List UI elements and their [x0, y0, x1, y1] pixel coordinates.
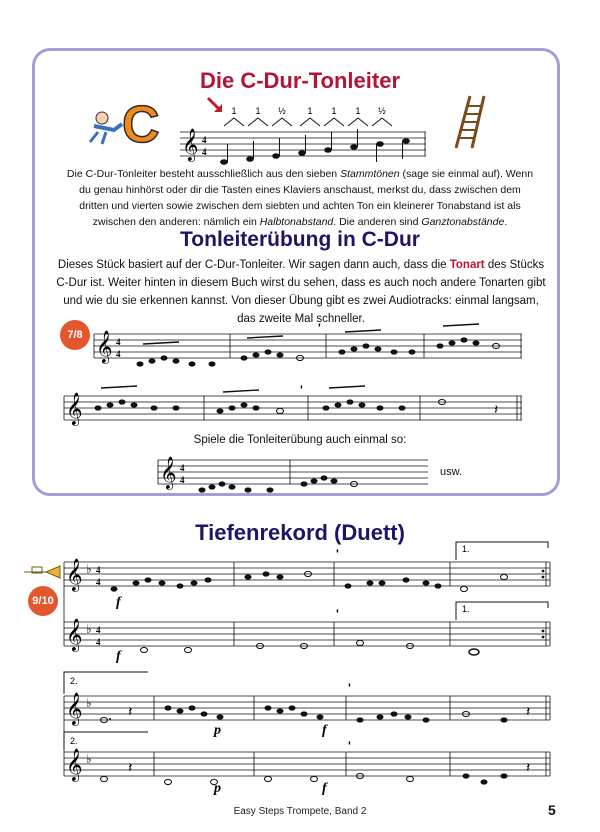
treble-clef-icon: 𝄞: [66, 748, 83, 781]
exercise-staff-1: [94, 321, 522, 364]
interval-label: 1: [255, 106, 261, 116]
svg-text:4: 4: [180, 463, 185, 473]
scale-notes: [220, 129, 410, 165]
page-number: 5: [548, 802, 556, 818]
svg-text:4: 4: [116, 337, 121, 347]
svg-text:𝄽: 𝄽: [128, 703, 133, 719]
treble-clef-icon: 𝄞: [66, 618, 83, 651]
svg-text:♭: ♭: [86, 696, 92, 710]
c-letter: C: [122, 96, 160, 154]
svg-text:4: 4: [180, 475, 185, 485]
dynamic-marking: p: [214, 781, 221, 796]
c-major-scale-staff: [180, 128, 426, 162]
dynamic-marking: f: [322, 781, 327, 796]
interval-label: ½: [378, 106, 386, 116]
svg-text:♭: ♭: [86, 562, 92, 576]
dynamic-marking: f: [116, 649, 121, 664]
tonart-highlight: Tonart: [449, 259, 485, 271]
c-major-description: Die C-Dur-Tonleiter besteht ausschließlich aus den sieben Stammtönen (sage sie einmal auf). Wenn du genau hinhörst oder dir die Tasten eines Klaviers anschaust, merkst du, dass zwischen dem dritten und vierten sowie zwischen dem siebten und achten Ton ein kleinerer Tonabstand ist als zwischen den anderen: nämlich ein Halbtonabstand. Die anderen sind Ganztonabstände.: [66, 168, 534, 228]
scale-exercise-description: Dieses Stück basiert auf der C-Dur-Tonleiter. Wir sagen dann auch, dass die Tonart des Stücks C-Dur ist. Weiter hinten in diesem Buch wirst du sehen, dass es auch noch andere Tonarten gibt und wie du sie erkennen kannst. Von dieser Übung gibt es zwei Audiotracks: einmal langsam, das zweite Mal schneller.: [56, 259, 546, 325]
svg-text:4: 4: [96, 577, 101, 587]
volta-1-label: 1.: [462, 604, 470, 614]
treble-clef-icon: 𝄞: [160, 456, 177, 489]
svg-text:𝄽: 𝄽: [494, 401, 499, 417]
exercise-staff-2: [64, 383, 522, 426]
interval-label: ½: [278, 106, 286, 116]
audio-track-badge[interactable]: 7/8: [60, 320, 90, 350]
dynamic-marking: f: [322, 723, 327, 738]
volta-2-label: 2.: [70, 676, 78, 686]
section-title-c-major-scale: Die C-Dur-Tonleiter: [199, 68, 401, 93]
volta-2-label: 2.: [70, 736, 78, 746]
interval-label: 1: [331, 106, 337, 116]
svg-text:♭: ♭: [86, 622, 92, 636]
volta-1-label: 1.: [462, 544, 470, 554]
svg-text:4: 4: [202, 135, 207, 145]
svg-text:𝄽: 𝄽: [128, 759, 133, 775]
svg-text:4: 4: [116, 349, 121, 359]
variation-staff: [158, 456, 428, 490]
svg-text:4: 4: [96, 625, 101, 635]
svg-text:4: 4: [96, 637, 101, 647]
treble-clef-icon: 𝄞: [66, 392, 83, 425]
treble-clef-icon: 𝄞: [182, 128, 199, 161]
section-title-scale-exercise: Tonleiterübung in C-Dur: [180, 228, 420, 251]
svg-text:𝄽: 𝄽: [526, 703, 531, 719]
exercise-notes-2: [95, 399, 446, 413]
svg-text:4: 4: [96, 565, 101, 575]
svg-text:𝄽: 𝄽: [526, 759, 531, 775]
usw-label: usw.: [440, 466, 463, 478]
dynamic-marking: p: [214, 723, 221, 738]
interval-markers: [224, 118, 392, 126]
svg-text:': ': [348, 681, 351, 695]
footer-book-title: Easy Steps Trompete, Band 2: [233, 806, 367, 817]
trumpet-icon: [22, 562, 66, 582]
svg-text:♭: ♭: [86, 752, 92, 766]
svg-text:': ': [300, 383, 303, 397]
svg-text:': ': [336, 547, 339, 561]
treble-clef-icon: 𝄞: [66, 692, 83, 725]
duet-system-1: [64, 544, 554, 664]
svg-text:': ': [336, 607, 339, 621]
treble-clef-icon: 𝄞: [96, 330, 113, 363]
section-title-duet: Tiefenrekord (Duett): [195, 520, 405, 545]
c-letter-illustration: [84, 96, 164, 154]
exercise-caption: Spiele die Tonleiterübung auch einmal so:: [193, 434, 407, 446]
svg-text:': ': [318, 321, 321, 335]
audio-track-badge-duet[interactable]: 9/10: [28, 586, 58, 616]
duet-system-2: [64, 672, 554, 796]
svg-text:': ': [348, 739, 351, 753]
dynamic-marking: f: [116, 595, 121, 610]
treble-clef-icon: 𝄞: [66, 558, 83, 591]
interval-label: 1: [307, 106, 313, 116]
ladder-illustration: [448, 94, 492, 150]
interval-label: 1: [231, 106, 237, 116]
svg-text:4: 4: [202, 147, 207, 157]
interval-label: 1: [355, 106, 361, 116]
